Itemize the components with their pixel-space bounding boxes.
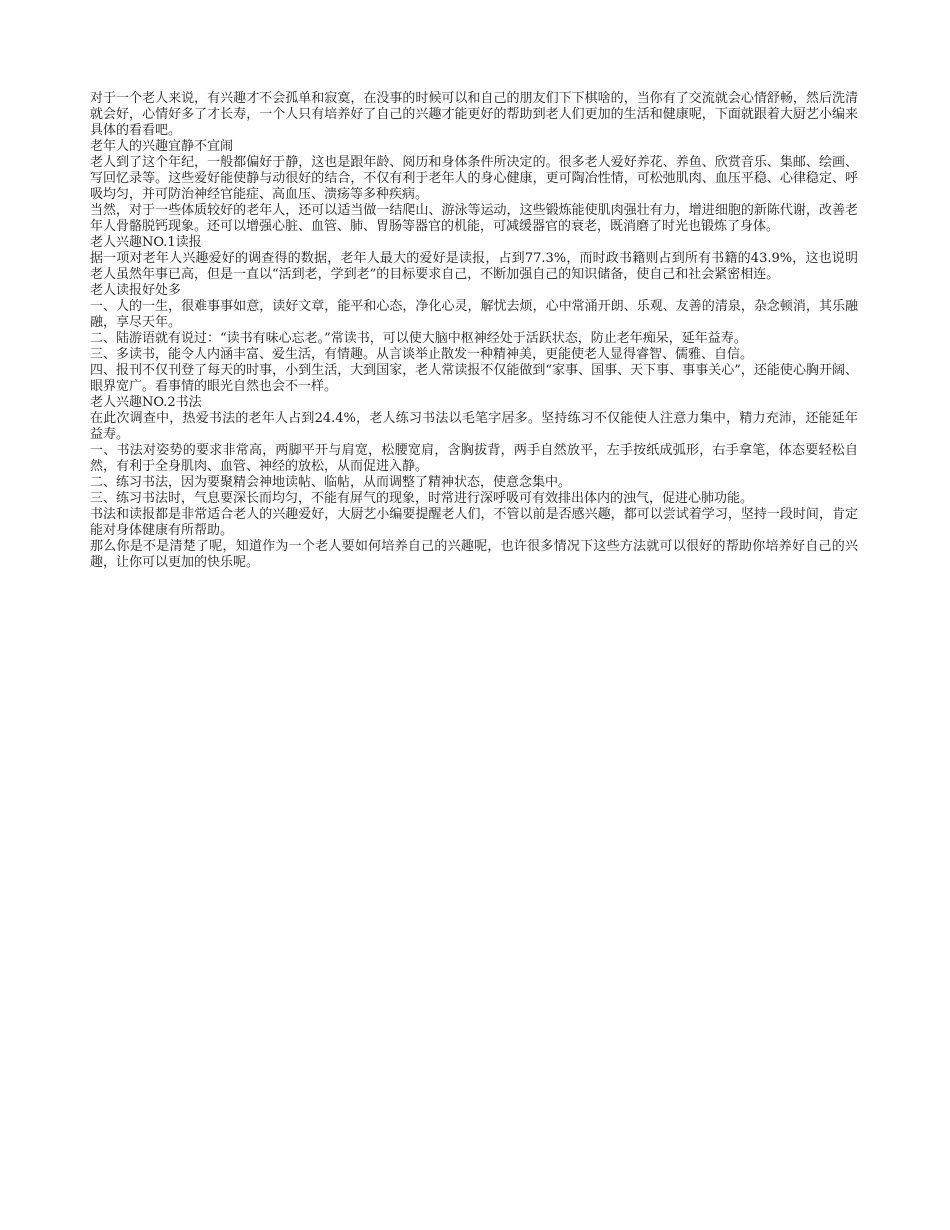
summary-paragraph: 书法和读报都是非常适合老人的兴趣爱好，大厨艺小编要提醒老人们，不管以前是否感兴趣，都可以尝试着学习，坚持一段时间，肯定能对身体健康有所帮助。 — [90, 507, 858, 538]
closing-paragraph: 那么你是不是清楚了呢，知道作为一个老人要如何培养自己的兴趣呢，也许很多情况下这些方法就可以很好的帮助你培养好自己的兴趣，让你可以更加的快乐呢。 — [90, 539, 858, 570]
section-heading-no1-reading: 老人兴趣NO.1读报 — [90, 235, 202, 250]
quiet-paragraph-1: 老人到了这个年纪，一般都偏好于静，这也是跟年龄、阅历和身体条件所决定的。很多老人爱好养花、养鱼、欣赏音乐、集邮、绘画、写回忆录等。这些爱好能使静与动很好的结合，不仅有利于老年人的身心健康，更可陶冶性情，可松弛肌肉、血压平稳、心律稳定、呼吸均匀，并可防治神经官能症、高血压、溃疡等多种疾病。 — [90, 155, 858, 202]
reading-benefit-1: 一、人的一生，很难事事如意，读好文章，能平和心态，净化心灵，解忧去烦，心中常涌开朗、乐观、友善的清泉，杂念顿消，其乐融融，享尽天年。 — [90, 299, 858, 330]
quiet-paragraph-2: 当然，对于一些体质较好的老年人，还可以适当做一结爬山、游泳等运动，这些锻炼能使肌肉强壮有力，增进细胞的新陈代谢，改善老年人骨骼脱钙现象。还可以增强心脏、血管、肺、胃肠等器官的机能，可减缓器官的衰老，既消磨了时光也锻炼了身体。 — [90, 203, 858, 234]
calligraphy-survey-paragraph: 在此次调查中，热爱书法的老年人占到24.4%，老人练习书法以毛笔字居多。坚持练习不仅能使人注意力集中，精力充沛，还能延年益寿。 — [90, 411, 858, 442]
reading-benefit-3: 三、多读书，能令人内涵丰富、爱生活，有情趣。从言谈举止散发一种精神美，更能使老人显得睿智、儒雅、自信。 — [90, 347, 754, 362]
section-heading-reading-benefits: 老人读报好处多 — [90, 283, 182, 298]
reading-benefit-4: 四、报刊不仅刊登了每天的时事，小到生活，大到国家，老人常读报不仅能做到“家事、国事、天下事、事事关心”，还能使心胸开阔、眼界宽广。看事情的眼光自然也会不一样。 — [90, 363, 858, 394]
reading-benefit-2: 二、陆游语就有说过：“读书有味心忘老。”常读书，可以使大脑中枢神经处于活跃状态，防止老年痴呆，延年益寿。 — [90, 331, 747, 346]
calligraphy-point-1: 一、书法对姿势的要求非常高，两脚平开与肩宽，松腰宽肩，含胸拔背，两手自然放平，左手按纸成弧形，右手拿笔，体态要轻松自然，有利于全身肌肉、血管、神经的放松，从而促进入静。 — [90, 443, 858, 474]
calligraphy-point-2: 二、练习书法，因为要聚精会神地读帖、临帖，从而调整了精神状态，使意念集中。 — [90, 475, 572, 490]
article-body — [90, 91, 858, 571]
calligraphy-point-3: 三、练习书法时，气息要深长而均匀，不能有屏气的现象，时常进行深呼吸可有效排出体内的浊气，促进心肺功能。 — [90, 491, 754, 506]
section-heading-no2-calligraphy: 老人兴趣NO.2书法 — [90, 395, 202, 410]
intro-paragraph: 对于一个老人来说，有兴趣才不会孤单和寂寞，在没事的时候可以和自己的朋友们下下棋啥的，当你有了交流就会心情舒畅，然后洗清就会好，心情好多了才长寿，一个人只有培养好了自己的兴趣才能更好的帮助到老人们更加的生活和健康呢，下面就跟着大厨艺小编来具体的看看吧。 — [90, 91, 858, 138]
section-heading-quiet: 老年人的兴趣宜静不宜闹 — [90, 139, 234, 154]
reading-survey-paragraph: 据一项对老年人兴趣爱好的调查得的数据，老年人最大的爱好是读报，占到77.3%，而时政书籍则占到所有书籍的43.9%，这也说明老人虽然年事已高，但是一直以“活到老，学到老”的目标要求自己，不断加强自己的知识储备，使自己和社会紧密相连。 — [90, 251, 858, 282]
